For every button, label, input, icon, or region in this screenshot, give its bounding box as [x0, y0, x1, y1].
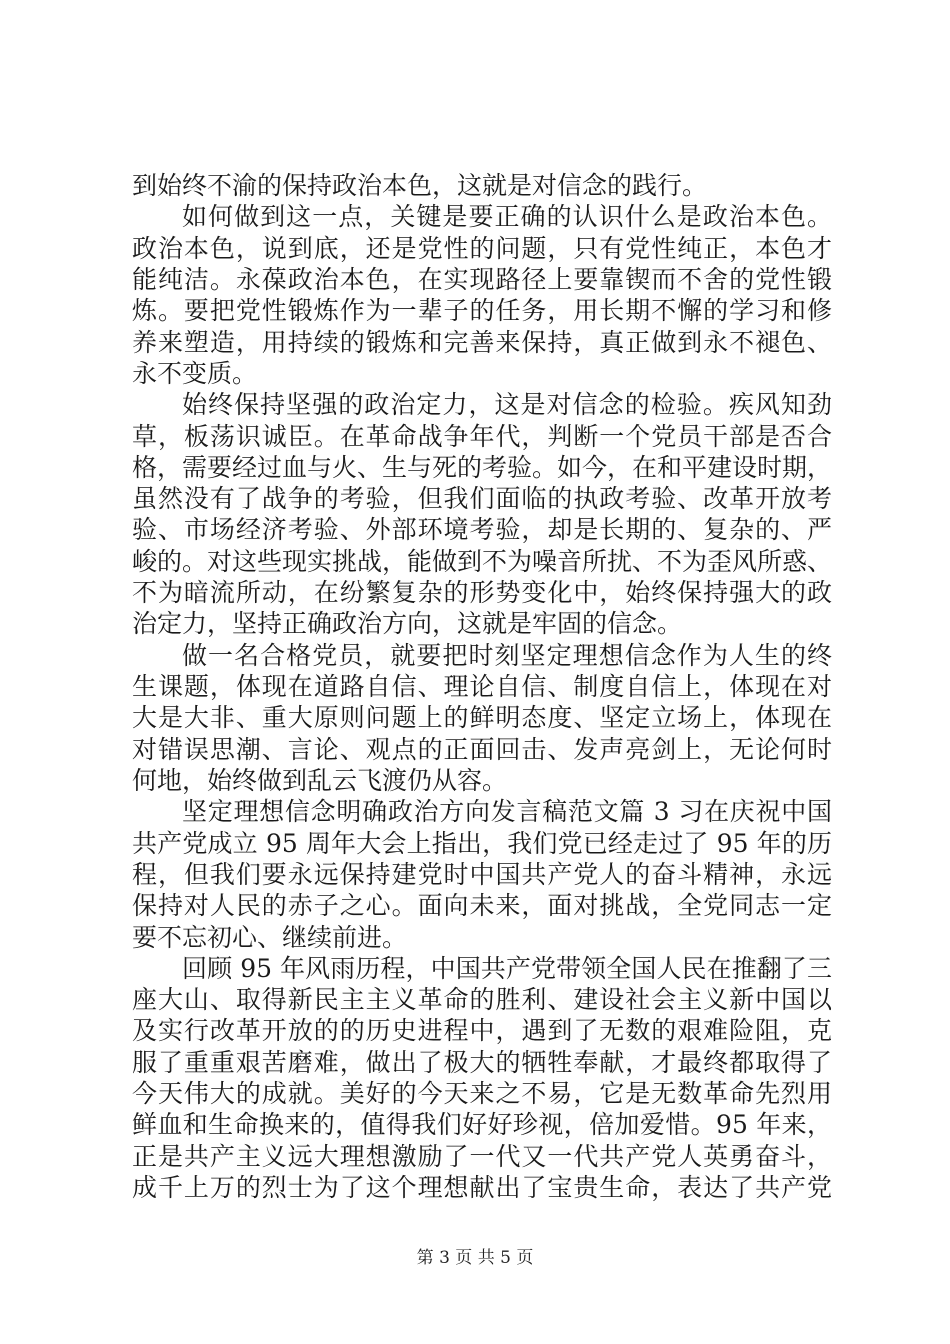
text-line: 何地，始终做到乱云飞渡仍从容。: [132, 766, 508, 795]
text-line: 不为暗流所动，在纷繁复杂的形势变化中，始终保持强大的政: [132, 578, 832, 607]
text-line: 生课题，体现在道路自信、理论自信、制度自信上，体现在对: [132, 672, 832, 701]
text-line: 能纯洁。永葆政治本色，在实现路径上要靠锲而不舍的党性锻: [132, 265, 832, 294]
text-line: 对错误思潮、言论、观点的正面回击、发声亮剑上，无论何时: [132, 735, 832, 764]
text-line: 大是大非、重大原则问题上的鲜明态度、坚定立场上，体现在: [132, 703, 832, 732]
text-line: 政治本色，说到底，还是党性的问题，只有党性纯正，本色才: [132, 234, 832, 263]
text-line: 保持对人民的赤子之心。面向未来，面对挑战，全党同志一定: [132, 891, 832, 920]
text-line: 及实行改革开放的的历史进程中，遇到了无数的艰难险阻，克: [132, 1016, 832, 1045]
text-line: 到始终不渝的保持政治本色，这就是对信念的践行。: [132, 171, 708, 200]
text-line: 要不忘初心、继续前进。: [132, 923, 408, 952]
text-line: 虽然没有了战争的考验，但我们面临的执政考验、改革开放考: [132, 484, 832, 513]
paragraph-first-line: 回顾 95 年风雨历程，中国共产党带领全国人民在推翻了三: [182, 954, 832, 983]
text-line: 永不变质。: [132, 359, 258, 388]
page-number-footer: 第 3 页 共 5 页: [416, 1248, 534, 1268]
text-line: 治定力，坚持正确政治方向，这就是牢固的信念。: [132, 609, 683, 638]
text-line: 格，需要经过血与火、生与死的考验。如今，在和平建设时期，: [132, 453, 833, 482]
text-line: 鲜血和生命换来的，值得我们好好珍视，倍加爱惜。95 年来，: [132, 1110, 832, 1139]
text-line: 峻的。对这些现实挑战，能做到不为噪音所扰、不为歪风所惑、: [132, 547, 833, 576]
text-line: 共产党成立 95 周年大会上指出，我们党已经走过了 95 年的历: [132, 829, 832, 858]
paragraph-first-line: 坚定理想信念明确政治方向发言稿范文篇 3 习在庆祝中国: [182, 797, 832, 826]
text-line: 炼。要把党性锻炼作为一辈子的任务，用长期不懈的学习和修: [132, 296, 832, 325]
text-line: 服了重重艰苦磨难，做出了极大的牺牲奉献，才最终都取得了: [132, 1048, 832, 1077]
text-line: 草，板荡识诚臣。在革命战争年代，判断一个党员干部是否合: [132, 422, 832, 451]
text-line: 验、市场经济考验、外部环境考验，却是长期的、复杂的、严: [132, 515, 832, 544]
text-line: 正是共产主义远大理想激励了一代又一代共产党人英勇奋斗，: [132, 1142, 832, 1171]
text-line: 今天伟大的成就。美好的今天来之不易，它是无数革命先烈用: [132, 1079, 832, 1108]
text-line: 程，但我们要永远保持建党时中国共产党人的奋斗精神，永远: [132, 860, 832, 889]
paragraph-first-line: 始终保持坚强的政治定力，这是对信念的检验。疾风知劲: [182, 390, 832, 419]
text-line: 养来塑造，用持续的锻炼和完善来保持，真正做到永不褪色、: [132, 328, 832, 357]
paragraph-first-line: 如何做到这一点，关键是要正确的认识什么是政治本色。: [182, 202, 832, 231]
text-line: 座大山、取得新民主主义革命的胜利、建设社会主义新中国以: [132, 985, 832, 1014]
text-line: 成千上万的烈士为了这个理想献出了宝贵生命，表达了共产党: [132, 1173, 832, 1202]
paragraph-first-line: 做一名合格党员，就要把时刻坚定理想信念作为人生的终: [182, 641, 832, 670]
